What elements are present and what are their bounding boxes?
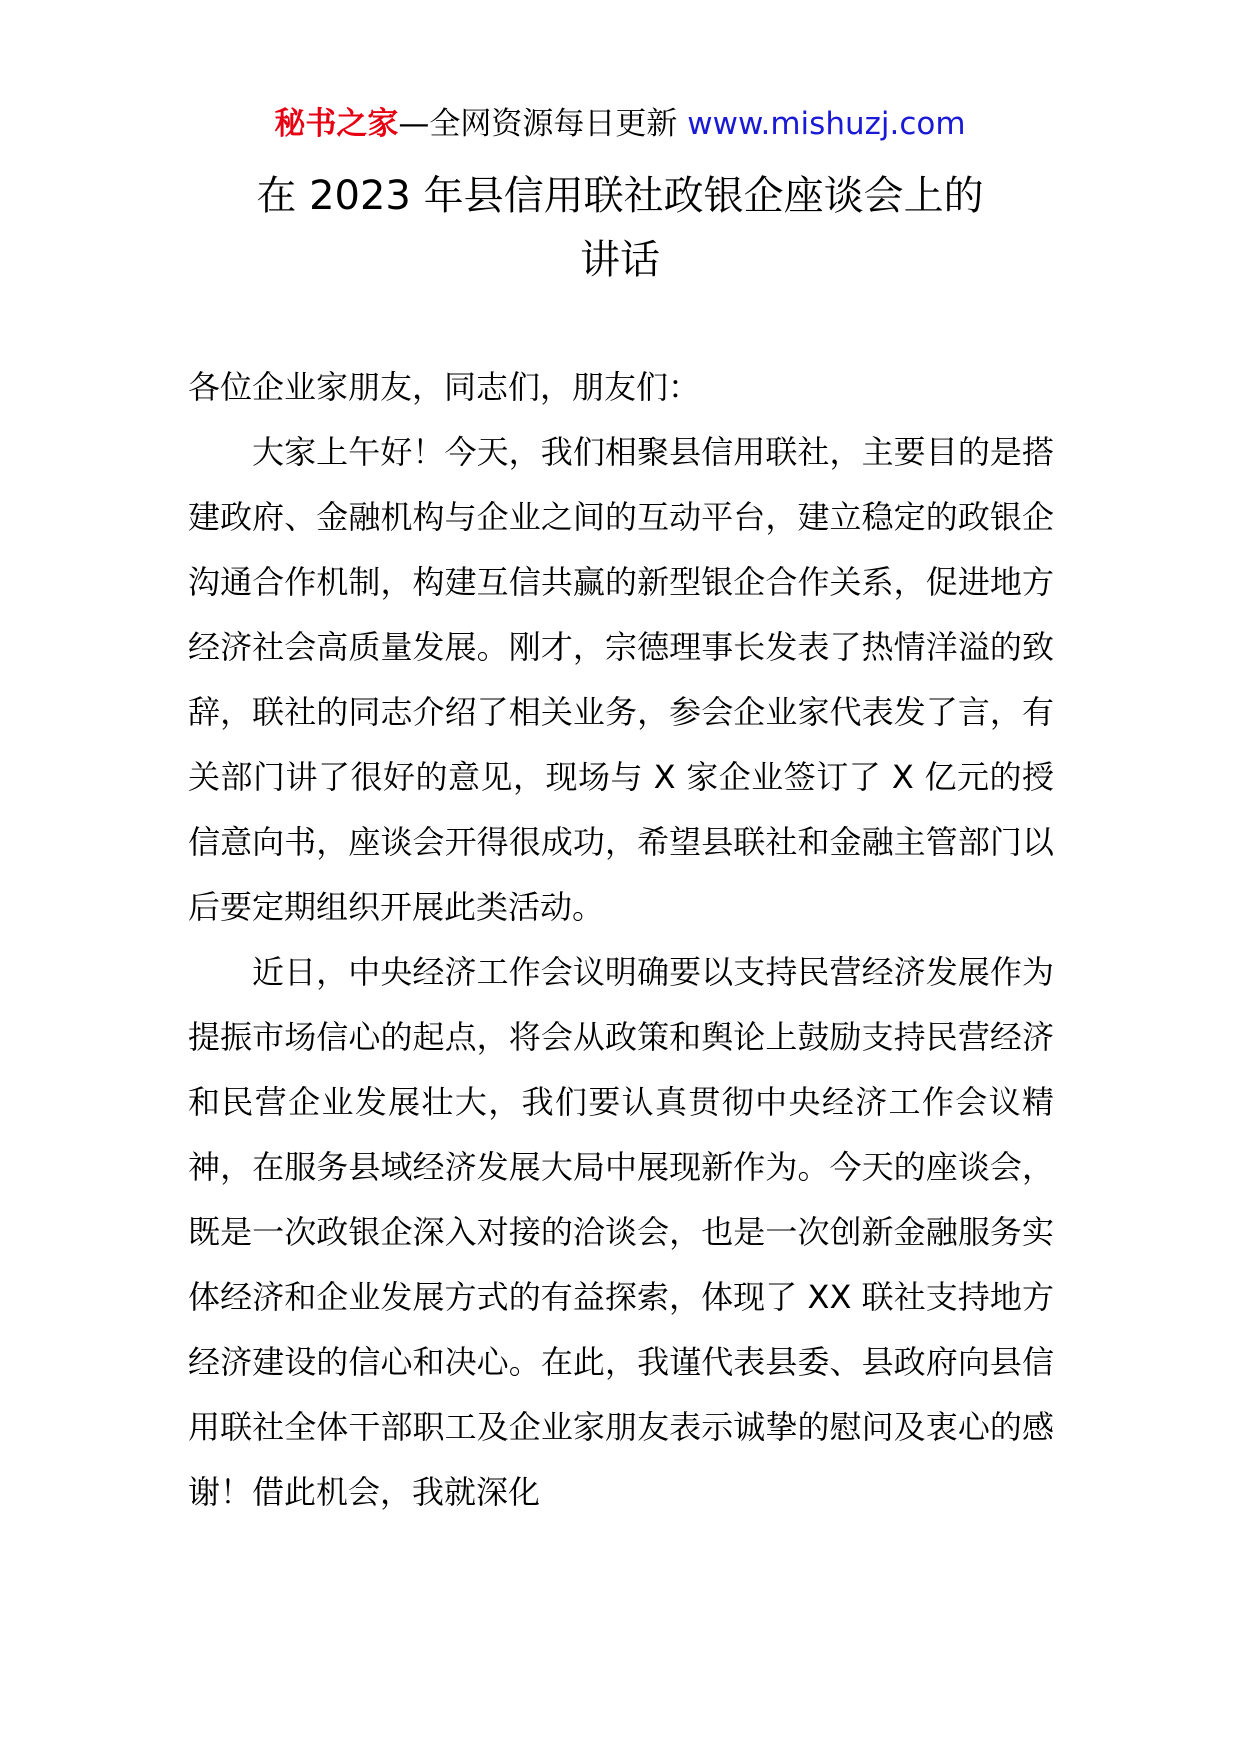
document-body [188,355,1054,1525]
paragraph-1: 大家上午好！今天，我们相聚县信用联社，主要目的是搭建政府、金融机构与企业之间的互动平台，建立稳定的政银企沟通合作机制，构建互信共赢的新型银企合作关系，促进地方经济社会高质量发展。刚才，宗德理事长发表了热情洋溢的致辞，联社的同志介绍了相关业务，参会企业家代表发了言，有关部门讲了很好的意见，现场与 X 家企业签订了 X 亿元的授信意向书，座谈会开得很成功，希望县联社和金融主管部门以后要定期组织开展此类活动。 [188,433,1054,926]
salutation: 各位企业家朋友，同志们，朋友们： [188,368,701,406]
brand-name: 秘书之家 [274,106,399,142]
document-title [140,164,1100,292]
header-tagline: —全网资源每日更新 [398,106,688,142]
title-line-1: 在 2023 年县信用联社政银企座谈会上的 [256,173,984,219]
paragraph-2: 近日，中央经济工作会议明确要以支持民营经济发展作为提振市场信心的起点，将会从政策和舆论上鼓励支持民营经济和民营企业发展壮大，我们要认真贯彻中央经济工作会议精神，在服务县域经济发展大局中展现新作为。今天的座谈会，既是一次政银企深入对接的洽谈会，也是一次创新金融服务实体经济和企业发展方式的有益探索，体现了 XX 联社支持地方经济建设的信心和决心。在此，我谨代表县委、县政府向县信用联社全体干部职工及企业家朋友表示诚挚的慰问及衷心的感谢！借此机会，我就深化 [188,953,1054,1511]
site-header [0,104,1240,144]
title-line-2: 讲话 [580,237,660,283]
site-url-link[interactable]: www.mishuzj.com [687,106,966,142]
